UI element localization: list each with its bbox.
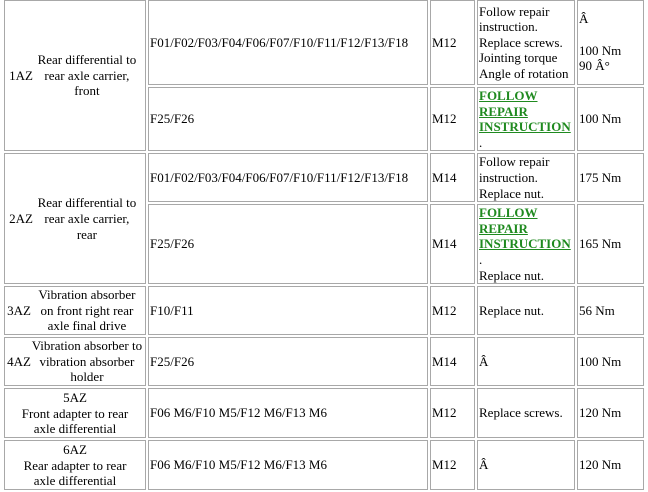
models-cell: F10/F11 bbox=[148, 286, 428, 335]
position-cell bbox=[4, 440, 146, 490]
position-cell bbox=[4, 153, 146, 284]
position-number: 5AZ bbox=[63, 389, 87, 405]
position-description: Vibration absorber on front right rear axle final drive bbox=[38, 287, 136, 334]
notes-cell bbox=[477, 87, 575, 151]
models-cell: F25/F26 bbox=[148, 87, 428, 151]
position-number: 3AZ bbox=[7, 302, 31, 318]
position-description: Rear adapter to rear axle differential bbox=[23, 457, 127, 489]
note-period: . bbox=[479, 134, 483, 150]
torque-spec-table bbox=[2, 0, 646, 492]
position-cell bbox=[4, 337, 146, 386]
note-period: . bbox=[479, 251, 483, 267]
models-cell: F06 M6/F10 M5/F12 M6/F13 M6 bbox=[148, 440, 428, 490]
thread-cell: M14 bbox=[430, 204, 475, 284]
value-line: 90 Â° bbox=[579, 58, 610, 74]
value-cell: 165 Nm bbox=[577, 204, 644, 284]
thread-cell: M12 bbox=[430, 286, 475, 335]
table-row bbox=[4, 286, 644, 335]
repair-instruction-link[interactable]: FOLLOW REPAIR INSTRUCTION bbox=[479, 205, 571, 252]
position-description: Front adapter to rear axle differential bbox=[21, 405, 129, 437]
position-description: Rear differential to rear axle carrier, rear bbox=[37, 195, 137, 242]
notes-cell bbox=[477, 204, 575, 284]
value-cell: 100 Nm bbox=[577, 337, 644, 386]
thread-cell: M12 bbox=[430, 87, 475, 151]
table-row bbox=[4, 388, 644, 438]
value-line bbox=[579, 27, 642, 43]
value-cell: 120 Nm bbox=[577, 388, 644, 438]
value-line: Â bbox=[579, 11, 589, 27]
position-cell bbox=[4, 286, 146, 335]
models-cell: F01/F02/F03/F04/F06/F07/F10/F11/F12/F13/F18 bbox=[148, 0, 428, 85]
note-line: Follow repair instruction. bbox=[479, 3, 550, 35]
table-row bbox=[4, 0, 644, 85]
notes-cell: Â bbox=[477, 440, 575, 490]
value-cell: 100 Nm bbox=[577, 87, 644, 151]
table-row bbox=[4, 440, 644, 490]
notes-cell: Â bbox=[477, 337, 575, 386]
position-cell bbox=[4, 388, 146, 438]
position-number: 1AZ bbox=[9, 67, 33, 83]
note-line: Follow repair instruction. bbox=[479, 154, 550, 185]
position-number: 4AZ bbox=[7, 353, 31, 369]
notes-cell: Replace nut. bbox=[477, 286, 575, 335]
notes-cell: Replace screws. bbox=[477, 388, 575, 438]
models-cell: F25/F26 bbox=[148, 204, 428, 284]
models-cell: F25/F26 bbox=[148, 337, 428, 386]
value-line: 100 Nm bbox=[579, 42, 622, 58]
models-cell: F01/F02/F03/F04/F06/F07/F10/F11/F12/F13/F18 bbox=[148, 153, 428, 202]
note-line: Replace nut. bbox=[479, 185, 544, 201]
thread-cell: M12 bbox=[430, 440, 475, 490]
thread-cell: M14 bbox=[430, 153, 475, 202]
notes-cell bbox=[477, 153, 575, 202]
note-line: Replace nut. bbox=[479, 267, 544, 283]
value-cell: 120 Nm bbox=[577, 440, 644, 490]
position-description: Rear differential to rear axle carrier, front bbox=[37, 52, 137, 99]
position-number: 2AZ bbox=[9, 210, 33, 226]
value-cell: 56 Nm bbox=[577, 286, 644, 335]
note-line: Jointing torque bbox=[479, 50, 558, 66]
models-cell: F06 M6/F10 M5/F12 M6/F13 M6 bbox=[148, 388, 428, 438]
repair-instruction-link[interactable]: FOLLOW REPAIR INSTRUCTION bbox=[479, 88, 571, 135]
position-cell bbox=[4, 0, 146, 151]
value-cell: 175 Nm bbox=[577, 153, 644, 202]
position-number: 6AZ bbox=[63, 441, 87, 457]
thread-cell: M12 bbox=[430, 0, 475, 85]
table-row bbox=[4, 337, 644, 386]
note-line: Angle of rotation bbox=[479, 65, 569, 81]
notes-cell bbox=[477, 0, 575, 85]
value-cell bbox=[577, 0, 644, 85]
table-row bbox=[4, 153, 644, 202]
thread-cell: M12 bbox=[430, 388, 475, 438]
note-line: Replace screws. bbox=[479, 34, 563, 50]
position-description: Vibration absorber to vibration absorber holder bbox=[31, 337, 143, 385]
thread-cell: M14 bbox=[430, 337, 475, 386]
